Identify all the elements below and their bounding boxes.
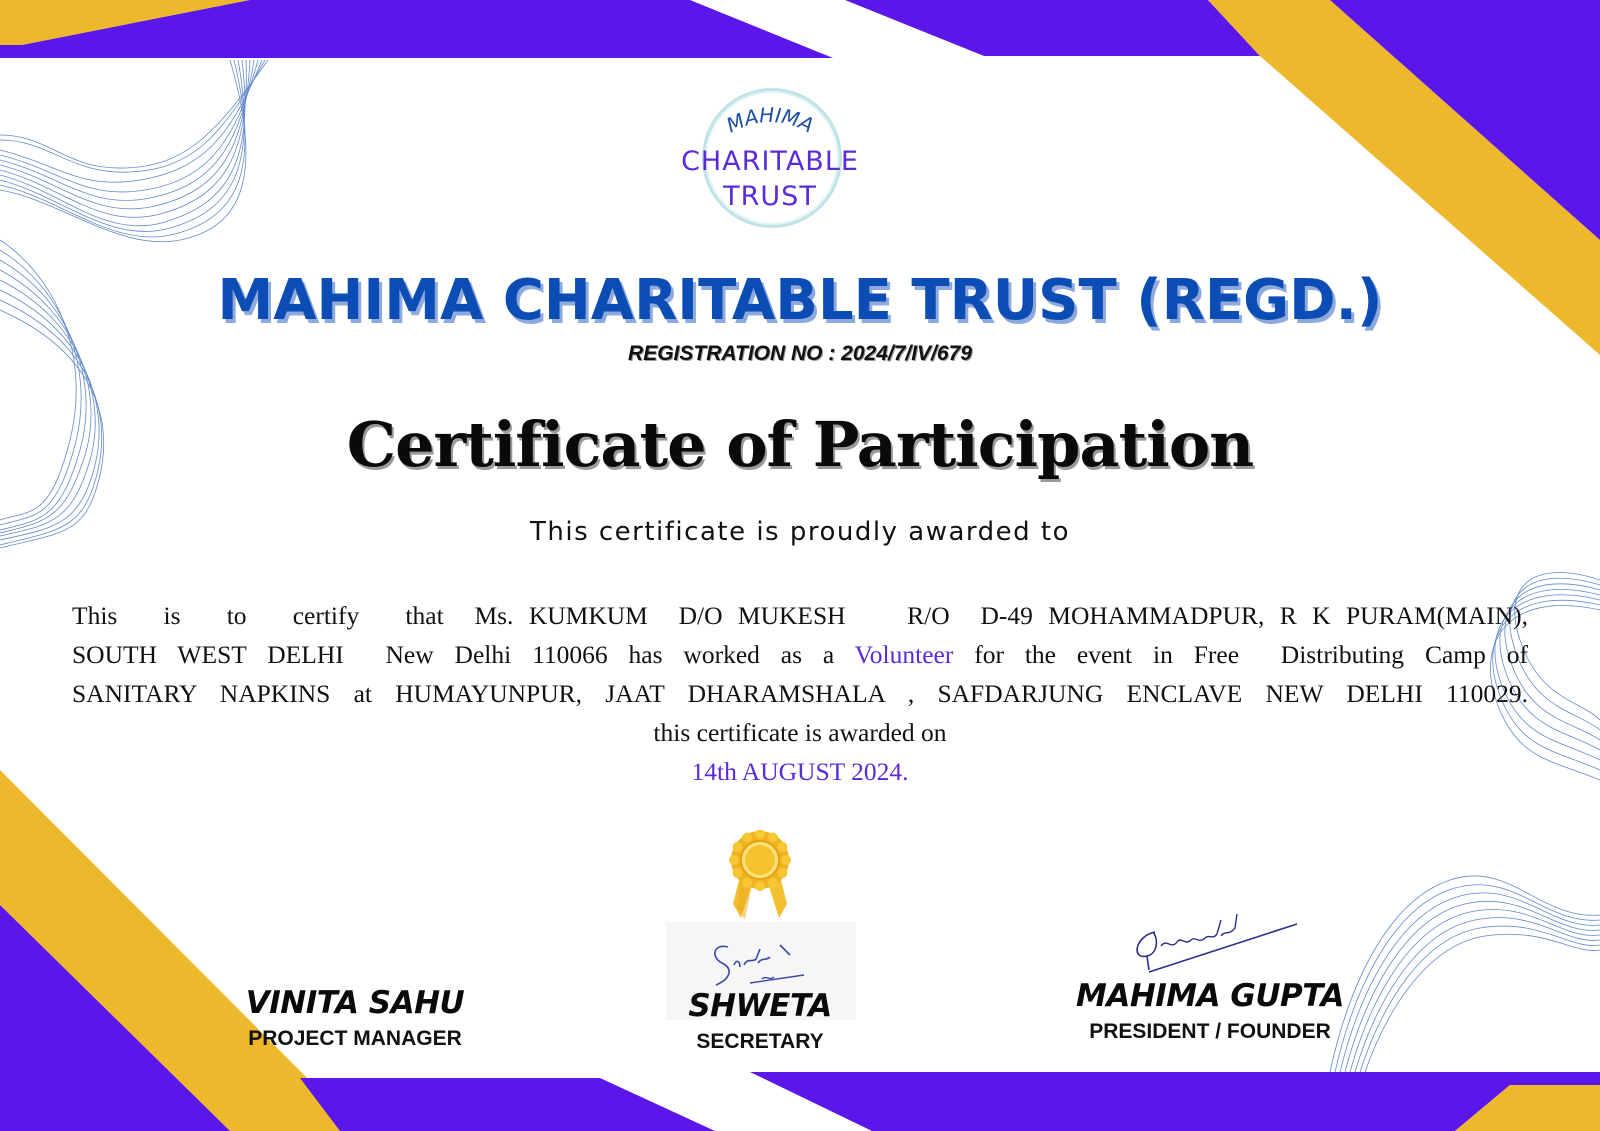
secretary-signature (700, 935, 830, 995)
president-signature (1125, 910, 1305, 980)
signatory-role: PRESIDENT / FOUNDER (1089, 1020, 1331, 1043)
signatory-secretary (620, 988, 900, 1054)
body-line-2 (72, 635, 1528, 674)
body-line-2-post: for the event in Free Distributing Camp of (953, 640, 1528, 669)
signatory-name: SHWETA (688, 988, 832, 1024)
trust-logo (650, 86, 890, 226)
svg-text:MAHIMA: MAHIMA (722, 102, 818, 138)
signatory-role: PROJECT MANAGER (248, 1027, 462, 1050)
registration-number: REGISTRATION NO : 2024/7/IV/679 (628, 342, 972, 365)
volunteer-role: Volunteer (854, 640, 954, 669)
award-date: 14th AUGUST 2024. (691, 757, 909, 786)
logo-text-charitable: CHARITABLE (681, 146, 859, 177)
certificate-body (72, 596, 1528, 791)
signatory-project-manager (200, 985, 510, 1051)
body-line-4: this certificate is awarded on (653, 718, 947, 747)
logo-text-trust: TRUST (723, 181, 817, 212)
award-ribbon-icon (727, 830, 793, 922)
body-line-1: This is to certify that Ms. KUMKUM D/O MUKESH R/O D-49 MOHAMMADPUR, R K PURAM(MAIN), (72, 601, 1528, 630)
signatory-president (1040, 978, 1380, 1044)
signatory-role: SECRETARY (696, 1030, 824, 1053)
body-line-2-pre: SOUTH WEST DELHI New Delhi 110066 has worked as a (72, 640, 855, 669)
body-line-3: SANITARY NAPKINS at HUMAYUNPUR, JAAT DHARAMSHALA , SAFDARJUNG ENCLAVE NEW DELHI 110029. (72, 679, 1528, 708)
organization-title: MAHIMA CHARITABLE TRUST (REGD.) (217, 268, 1383, 333)
certificate-title: Certificate of Participation (346, 408, 1254, 481)
signatory-name: VINITA SAHU (245, 985, 465, 1021)
certificate-subtitle: This certificate is proudly awarded to (529, 517, 1070, 547)
signatory-name: MAHIMA GUPTA (1075, 978, 1345, 1014)
